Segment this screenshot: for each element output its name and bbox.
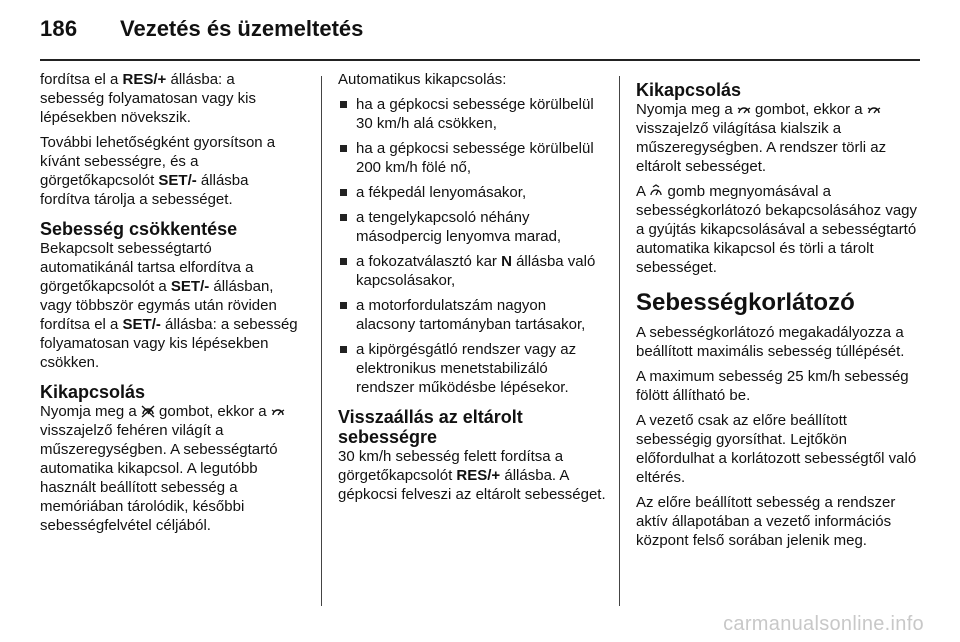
paragraph-limiter-button: A gomb megnyomásával a sebességkorlátozó bekapcsolásához vagy a gyújtás kikapcsolásával a sebességtartó automatika kikapcsol és törli a tárolt sebességet.	[636, 183, 918, 276]
column-divider-2	[619, 76, 620, 606]
list-item: ha a gépkocsi sebessége körülbelül 30 km/h alá csökken,	[338, 95, 606, 133]
column-1	[40, 70, 302, 541]
paragraph-limiter-driver: A vezető csak az előre beállított sebességig gyorsíthat. Lejtőkön előfordulhat a korlátozott sebességtől való eltérés.	[636, 412, 917, 486]
heading-switch-off: Kikapcsolás	[40, 382, 146, 402]
list-item: a motorfordulatszám nagyon alacsony tartományban tartásakor,	[338, 296, 606, 334]
column-3	[636, 70, 926, 556]
page-number: 186	[40, 16, 78, 41]
cruise-control-icon	[271, 404, 285, 418]
paragraph-switch-off-2: Nyomja meg a gombot, ekkor a visszajelző világítása kialszik a műszeregységben. A rendszer törli az eltárolt sebességet.	[636, 101, 887, 175]
cruise-control-icon	[737, 102, 751, 116]
list-item: a fékpedál lenyomásakor,	[338, 183, 606, 202]
list-item: a kipörgésgátló rendszer vagy az elektronikus menetstabilizáló rendszer működésbe lépésekor.	[338, 340, 606, 397]
auto-off-intro: Automatikus kikapcsolás:	[338, 71, 507, 88]
paragraph-restore-speed: 30 km/h sebesség felett fordítsa a görgetőkapcsolót RES/+ állásba. A gépkocsi felveszi az eltárolt sebességet.	[338, 448, 606, 503]
auto-off-list	[338, 95, 606, 397]
header-divider	[40, 59, 920, 61]
heading-switch-off-2: Kikapcsolás	[636, 80, 742, 100]
paragraph-accelerate-store: További lehetőségként gyorsítson a kívánt sebességre, és a görgetőkapcsolót SET/- állásba fordítva tárolja a sebességet.	[40, 134, 276, 208]
paragraph-limiter-min: A maximum sebesség 25 km/h sebesség fölött állítható be.	[636, 368, 909, 404]
paragraph-limiter-display: Az előre beállított sebesség a rendszer aktív állapotában a vezető információs központ felső sorában jelenik meg.	[636, 494, 896, 549]
heading-speed-limiter: Sebességkorlátozó	[636, 289, 855, 316]
page-header	[40, 16, 920, 50]
heading-restore-speed: Visszaállás az eltárolt sebességre	[338, 407, 523, 447]
list-item: a tengelykapcsoló néhány másodpercig lenyomva marad,	[338, 208, 606, 246]
column-2	[338, 70, 606, 510]
paragraph-res-increase: fordítsa el a RES/+ állásba: a sebesség folyamatosan vagy kis lépésekben növekszik.	[40, 71, 256, 126]
paragraph-speed-decrease: Bekapcsolt sebességtartó automatikánál tartsa elfordítva a görgetőkapcsolót a SET/- állásban, vagy többször egymás után röviden fordítsa el a SET/- állásba: a sebesség folyamatosan vagy kis lépésekben csökken.	[40, 240, 298, 371]
cruise-control-icon	[867, 102, 881, 116]
list-item: a fokozatválasztó kar N állásba való kapcsolásakor,	[338, 252, 606, 290]
page-title: Vezetés és üzemeltetés	[120, 16, 364, 41]
paragraph-limiter-intro: A sebességkorlátozó megakadályozza a beállított maximális sebesség túllépését.	[636, 324, 905, 360]
list-item: ha a gépkocsi sebessége körülbelül 200 km/h fölé nő,	[338, 139, 606, 177]
heading-speed-decrease: Sebesség csökkentése	[40, 219, 238, 239]
watermark: carmanualsonline.info	[723, 613, 924, 635]
speed-limiter-icon	[649, 184, 663, 198]
paragraph-switch-off: Nyomja meg a gombot, ekkor a visszajelző fehéren világít a műszeregységben. A sebességtartó automatika kikapcsol. A legutóbb használt beállított sebesség a memóriában tárolódik, későbbi sebességfelvétel céljából.	[40, 402, 302, 535]
column-divider-1	[321, 76, 322, 606]
cruise-cancel-icon	[141, 404, 155, 418]
